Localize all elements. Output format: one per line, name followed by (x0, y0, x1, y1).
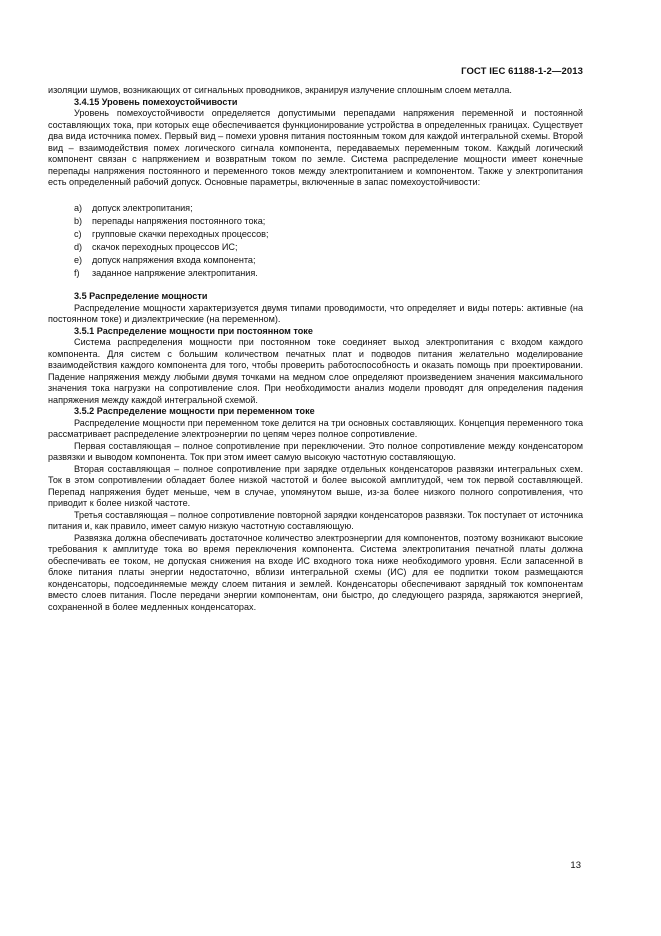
paragraph: Первая составляющая – полное сопротивление при переключении. Это полное сопротивление между конденсатором развязки и выводом компонента. Ток при этом имеет самую высокую частотную составляющую. (48, 440, 583, 462)
document-body (48, 85, 583, 613)
list-item (74, 268, 583, 280)
section-heading-3-5: 3.5 Распределение мощности (74, 291, 208, 301)
list-marker: c) (74, 228, 82, 239)
list-item-text: скачок переходных процессов ИС; (92, 241, 238, 252)
paragraph: Третья составляющая – полное сопротивление повторной зарядки конденсаторов развязки. Ток поступает от источника питания и, как правило, имеет самую низкую частотную составляющую. (48, 509, 583, 531)
list-item-text: допуск напряжения входа компонента; (92, 254, 256, 265)
list-item (74, 216, 583, 228)
paragraph: Распределение мощности характеризуется двумя типами проводимости, что определяет и виды потерь: активные (на постоянном токе) и диэлектрические (на переменном). (48, 302, 583, 324)
list-item (74, 255, 583, 267)
list-marker: a) (74, 202, 83, 213)
list-item-text: заданное напряжение электропитания. (92, 267, 258, 278)
parameter-list (48, 203, 583, 280)
list-item (74, 203, 583, 215)
list-marker: f) (74, 267, 80, 278)
page-number: 13 (570, 860, 581, 871)
section-heading-3-5-2: 3.5.2 Распределение мощности при переменном токе (74, 406, 315, 416)
paragraph: Уровень помехоустойчивости определяется допустимыми перепадами напряжения переменной и постоянной составляющих тока, при которых еще обеспечивается функционирование устройства в определенных границах. Существует два вида источника помех. Первый вид – помехи уровня питания постоянным током для каждой интегральной схемы. Второй вид – взаимодействия помех логического сигнала компонента, передаваемых переменным током. Каждый логический компонент связан с напряжением и возвратным током по земле. Система распределение мощности имеет конечные перепады напряжения постоянного и переменного токов между электропитанием и компонентом. Также у электропитания есть определенный рабочий допуск. Основные параметры, включенные в запас помехоустойчивости: (48, 108, 583, 187)
paragraph: Распределение мощности при переменном токе делится на три основных составляющих. Концепция переменного тока рассматривает распределение электроэнергии по цепям через полное сопротивление. (48, 417, 583, 439)
section-heading-3-5-1: 3.5.1 Распределение мощности при постоянном токе (74, 325, 313, 336)
paragraph: Вторая составляющая – полное сопротивление при зарядке отдельных конденсаторов развязки интегральных схем. Ток в этом сопротивлении обладает более низкой частотой и более высокой амплитудой, чем ток первой составляющей. Перепад напряжения будет меньше, чем в случае, упомянутом выше, из-за более низкого полного сопротивления, что приводит к более низкой частоте. (48, 463, 583, 508)
list-marker: b) (74, 215, 83, 226)
document-header: ГОСТ IEC 61188-1-2—2013 (461, 66, 583, 77)
section-heading-3-4-15: 3.4.15 Уровень помехоустойчивости (74, 96, 238, 107)
list-item-text: допуск электропитания; (92, 202, 193, 213)
list-item-text: перепады напряжения постоянного тока; (92, 215, 266, 226)
paragraph: Развязка должна обеспечивать достаточное количество электроэнергии для компонентов, поэтому возникают высокие требования к амплитуде тока во время переключения компонента. Система электропитания печатной платы должна обеспечивать ее током, не допуская снижения на входе ИС входного тока ниже необходимого уровня. Если запасенной в блоке питания платы энергии недостаточно, вблизи интегральной схемы (ИС) для ее подпитки током размещаются конденсаторы, подсоединяемые между слоем питания и землей. Конденсаторы обеспечивают зарядный ток компонентам вместо слоев питания. После передачи энергии компонентам, они быстро, до следующего разряда, заряжаются энергией, сохраненной в более медленных конденсаторах. (48, 532, 583, 612)
list-item-text: групповые скачки переходных процессов; (92, 228, 269, 239)
paragraph: изоляции шумов, возникающих от сигнальных проводников, экранируя излучение сплошным слоем металла. (48, 85, 512, 95)
list-marker: e) (74, 254, 83, 265)
list-item (74, 242, 583, 254)
list-item (74, 229, 583, 241)
paragraph: Система распределения мощности при постоянном токе соединяет выход электропитания с входом каждого компонента. Для систем с большим количеством печатных плат и подводов питания желательно моделирование взаимодействия каждого компонента для того, чтобы проверить работоспособность и оказать помощь при проектировании. Падение напряжения между любыми двумя точками на медном слое определяют произведением значения максимального значения тока нагрузки на сопротивление слоя. При необходимости анализ модели проводят для определения падения напряжения между каждой интегральной схемой. (48, 337, 583, 405)
list-marker: d) (74, 241, 83, 252)
